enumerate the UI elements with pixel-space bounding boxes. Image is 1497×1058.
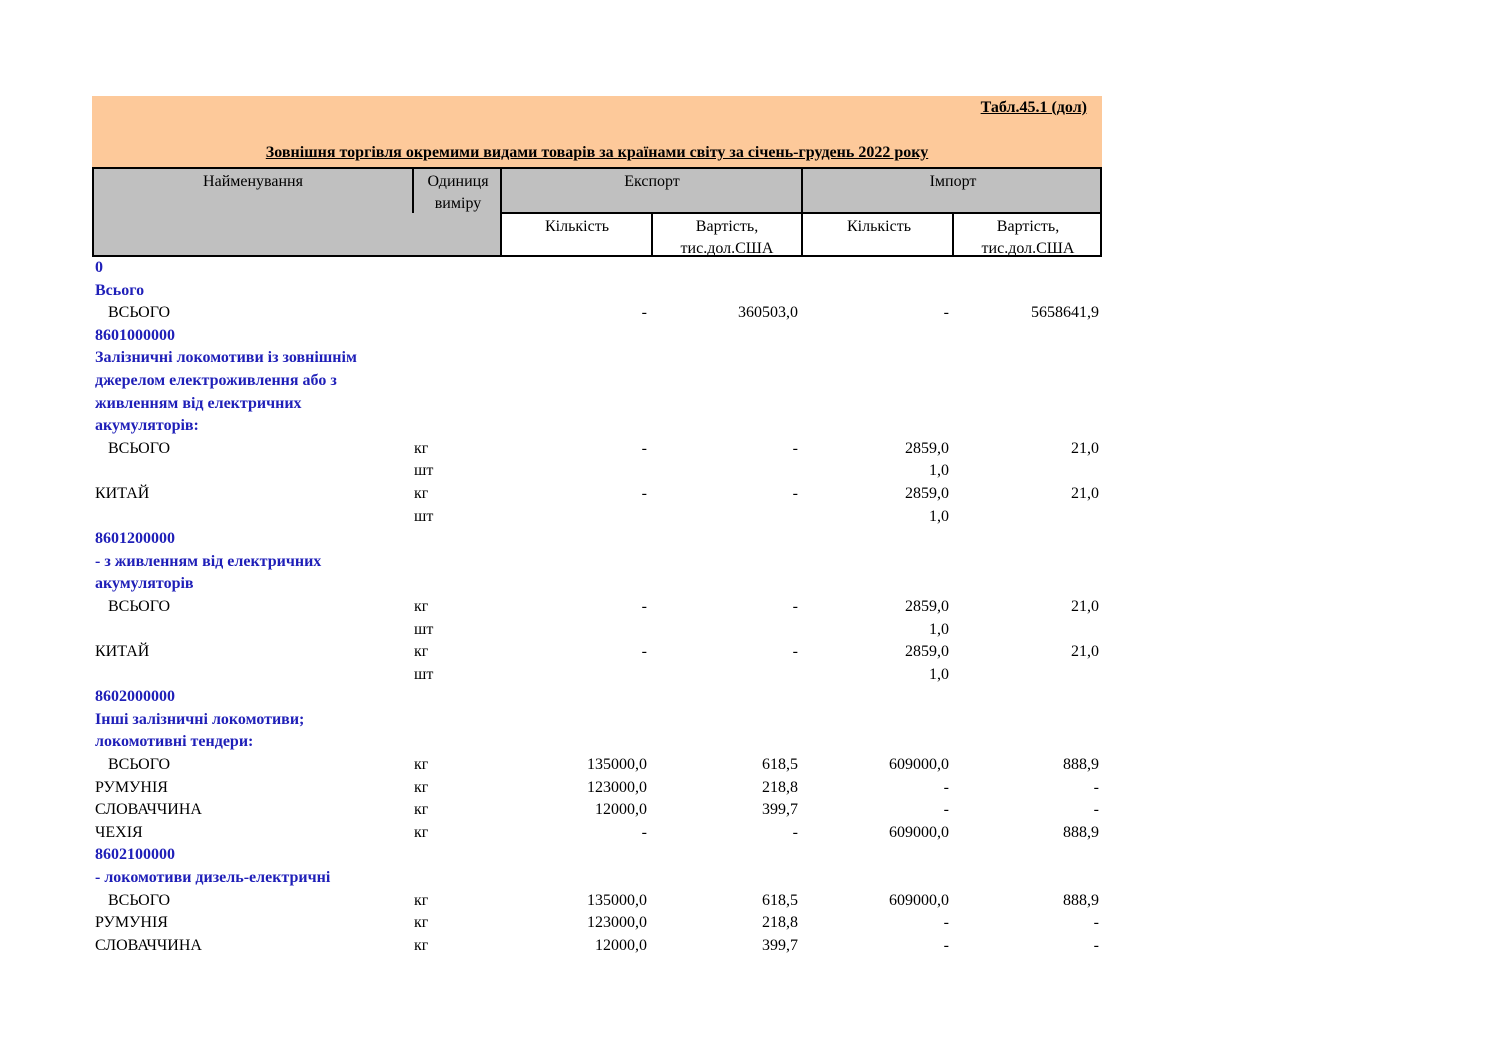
cell-name: СЛОВАЧЧИНА <box>95 936 202 954</box>
cell-import-qty: - <box>943 801 949 819</box>
cell-unit: кг <box>414 823 429 841</box>
product-name-row <box>92 867 1102 890</box>
cell-export-qty: - <box>641 643 647 661</box>
table-title-band <box>92 96 1102 167</box>
table-row <box>92 890 1102 913</box>
cell-unit: шт <box>414 620 434 638</box>
table-row <box>92 483 1102 506</box>
product-name-row <box>92 347 1102 370</box>
product-code-row <box>92 686 1102 709</box>
cell-unit: кг <box>414 484 429 502</box>
cell-import-qty: 1,0 <box>929 462 949 480</box>
table-row <box>92 664 1102 687</box>
cell-export-qty: - <box>641 304 647 322</box>
cell-import-value: 21,0 <box>1071 484 1099 502</box>
header-unit-line2: виміру <box>434 195 482 212</box>
cell-name: ВСЬОГО <box>108 891 171 909</box>
cell-name: ЧЕХІЯ <box>95 823 143 841</box>
cell-name: акумуляторів: <box>95 417 199 435</box>
cell-import-qty: - <box>943 914 949 932</box>
cell-name: РУМУНІЯ <box>95 914 168 932</box>
cell-name: Всього <box>95 281 145 299</box>
cell-name: - локомотиви дизель-електричні <box>95 869 331 887</box>
cell-import-qty: 609000,0 <box>889 823 949 841</box>
cell-import-value: 21,0 <box>1071 643 1099 661</box>
cell-export-value: 218,8 <box>762 914 798 932</box>
cell-name: 8601200000 <box>95 530 175 548</box>
cell-export-qty: - <box>641 597 647 615</box>
header-export: Експорт <box>624 173 680 190</box>
cell-export-qty: 123000,0 <box>587 914 647 932</box>
table-row <box>92 754 1102 777</box>
cell-import-value: - <box>1093 936 1099 954</box>
cell-export-qty: - <box>641 823 647 841</box>
cell-export-qty: - <box>641 439 647 457</box>
table-row <box>92 641 1102 664</box>
divider <box>412 169 414 213</box>
cell-export-value: - <box>792 439 798 457</box>
cell-import-value: 888,9 <box>1063 823 1099 841</box>
cell-export-value: - <box>792 643 798 661</box>
cell-import-qty: 609000,0 <box>889 756 949 774</box>
cell-unit: кг <box>414 597 429 615</box>
divider <box>500 212 1102 214</box>
cell-name: Інші залізничні локомотиви; <box>95 710 305 728</box>
cell-export-value: - <box>792 484 798 502</box>
cell-export-qty: - <box>641 484 647 502</box>
table-row <box>92 596 1102 619</box>
cell-import-qty: - <box>943 304 949 322</box>
product-code-row <box>92 528 1102 551</box>
cell-import-qty: 609000,0 <box>889 891 949 909</box>
trade-table-sheet <box>92 96 1102 957</box>
cell-import-value: - <box>1093 801 1099 819</box>
cell-export-value: 360503,0 <box>738 304 798 322</box>
product-name-row <box>92 280 1102 303</box>
table-row <box>92 506 1102 529</box>
cell-name: локомотивні тендери: <box>95 733 254 751</box>
cell-unit: кг <box>414 778 429 796</box>
table-title: Зовнішня торгівля окремими видами товарів за країнами світу за січень-грудень 2022 року <box>265 144 929 161</box>
cell-export-value: 618,5 <box>762 891 798 909</box>
cell-export-qty: 12000,0 <box>595 801 647 819</box>
cell-name: ВСЬОГО <box>108 597 171 615</box>
cell-unit: кг <box>414 643 429 661</box>
table-number: Табл.45.1 (дол) <box>980 99 1087 116</box>
cell-import-value: 5658641,9 <box>1031 304 1099 322</box>
table-row <box>92 912 1102 935</box>
cell-import-qty: 1,0 <box>929 507 949 525</box>
cell-export-qty: 135000,0 <box>587 891 647 909</box>
product-name-row <box>92 709 1102 732</box>
cell-import-value: 21,0 <box>1071 597 1099 615</box>
cell-import-value: 21,0 <box>1071 439 1099 457</box>
table-row <box>92 438 1102 461</box>
cell-name: живленням від електричних <box>95 394 302 412</box>
cell-import-qty: 2859,0 <box>905 484 949 502</box>
cell-name: КИТАЙ <box>95 484 150 502</box>
product-code-row <box>92 257 1102 280</box>
table-row <box>92 777 1102 800</box>
cell-export-value: - <box>792 597 798 615</box>
table-row <box>92 799 1102 822</box>
cell-export-qty: 123000,0 <box>587 778 647 796</box>
cell-unit: кг <box>414 891 429 909</box>
cell-export-value: 399,7 <box>762 801 798 819</box>
cell-import-qty: 2859,0 <box>905 597 949 615</box>
table-row <box>92 460 1102 483</box>
cell-name: КИТАЙ <box>95 643 150 661</box>
cell-name: 8602100000 <box>95 846 175 864</box>
cell-export-value: 399,7 <box>762 936 798 954</box>
header-import-value-line2: тис.дол.США <box>981 240 1075 257</box>
cell-export-value: 218,8 <box>762 778 798 796</box>
product-name-row <box>92 393 1102 416</box>
table-body <box>92 257 1102 957</box>
cell-unit: кг <box>414 801 429 819</box>
cell-name: 0 <box>95 259 103 276</box>
product-name-row <box>92 573 1102 596</box>
cell-name: ВСЬОГО <box>108 756 171 774</box>
cell-unit: кг <box>414 756 429 774</box>
header-name: Найменування <box>203 173 303 190</box>
divider <box>651 212 653 255</box>
cell-unit: кг <box>414 914 429 932</box>
cell-name: 8602000000 <box>95 688 175 706</box>
cell-name: ВСЬОГО <box>108 439 171 457</box>
cell-export-value: 618,5 <box>762 756 798 774</box>
table-row <box>92 822 1102 845</box>
cell-name: Залізничні локомотиви із зовнішнім <box>95 349 357 367</box>
cell-name: - з живленням від електричних <box>95 552 322 570</box>
cell-name: 8601000000 <box>95 326 175 344</box>
cell-import-value: 888,9 <box>1063 756 1099 774</box>
cell-import-qty: 2859,0 <box>905 439 949 457</box>
cell-unit: шт <box>414 462 434 480</box>
cell-export-qty: 135000,0 <box>587 756 647 774</box>
cell-import-qty: - <box>943 778 949 796</box>
cell-name: акумуляторів <box>95 575 194 593</box>
header-export-qty: Кількість <box>544 218 609 235</box>
cell-import-qty: - <box>943 936 949 954</box>
cell-name: РУМУНІЯ <box>95 778 168 796</box>
cell-import-value: 888,9 <box>1063 891 1099 909</box>
header-unit-line1: Одиниця <box>427 173 489 190</box>
table-row <box>92 619 1102 642</box>
product-name-row <box>92 731 1102 754</box>
cell-export-qty: 12000,0 <box>595 936 647 954</box>
cell-unit: шт <box>414 665 434 683</box>
cell-import-value: - <box>1093 778 1099 796</box>
product-code-row <box>92 844 1102 867</box>
column-header <box>92 167 1102 257</box>
cell-name: ВСЬОГО <box>108 304 171 322</box>
header-export-value-line1: Вартість, <box>695 218 759 235</box>
cell-export-value: - <box>792 823 798 841</box>
header-export-value-line2: тис.дол.США <box>680 240 774 257</box>
product-code-row <box>92 325 1102 348</box>
table-row <box>92 935 1102 958</box>
product-name-row <box>92 370 1102 393</box>
product-name-row <box>92 415 1102 438</box>
cell-import-qty: 2859,0 <box>905 643 949 661</box>
header-import-qty: Кількість <box>846 218 911 235</box>
cell-name: джерелом електроживлення або з <box>95 371 337 389</box>
cell-import-qty: 1,0 <box>929 620 949 638</box>
cell-unit: кг <box>414 936 429 954</box>
cell-unit: шт <box>414 507 434 525</box>
cell-import-qty: 1,0 <box>929 665 949 683</box>
table-row <box>92 302 1102 325</box>
divider <box>952 212 954 255</box>
header-import: Імпорт <box>929 173 977 190</box>
cell-name: СЛОВАЧЧИНА <box>95 801 202 819</box>
header-import-value-line1: Вартість, <box>996 218 1060 235</box>
product-name-row <box>92 551 1102 574</box>
cell-unit: кг <box>414 439 429 457</box>
cell-import-value: - <box>1093 914 1099 932</box>
